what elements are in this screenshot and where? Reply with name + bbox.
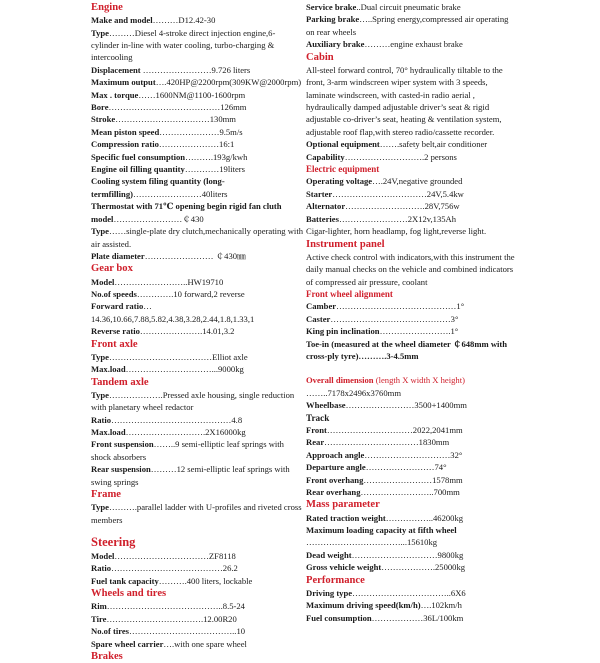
spec-row-type: [91, 225, 303, 250]
spec-row-fuel-consumption: [306, 612, 518, 624]
spec-value: ……………………………1830mm: [324, 437, 450, 448]
spec-row-auxiliary-brake: [306, 38, 518, 50]
spec-row-model: [91, 276, 303, 288]
spec-value: ….102km/h: [420, 600, 462, 611]
spec-row-forward-ratio: [91, 300, 303, 325]
paragraph: Cigar-lighter, horn headlamp, fog light,reverse light.: [306, 226, 487, 237]
spec-row-maximum-loading-capacity-at-fifth-wheel: [306, 524, 518, 549]
spec-label: Dead weight: [306, 549, 352, 560]
spec-label: King pin inclination: [306, 326, 380, 337]
spec-row-make-and-model: [91, 14, 303, 26]
section-heading-tandem-axle: Tandem axle: [91, 376, 149, 388]
spec-value: ……………….Pressed axle housing, single reduction with planetary wheel redactor: [91, 389, 295, 413]
spec-row-ratio: [91, 562, 303, 574]
spec-label: Compression ratio: [91, 139, 159, 150]
spec-value: ………………….14.01,3.2: [139, 326, 235, 337]
spec-label: Alternator: [306, 201, 346, 212]
spec-value: ………Diesel 4-stroke direct injection engine,6-cylinder in-line with water cooling, turbo-charging & intercooling: [91, 27, 276, 63]
spec-label: Type: [91, 226, 109, 237]
spec-column-right: [306, 1, 518, 624]
spec-row-reverse-ratio: [91, 325, 303, 337]
spec-label: Cooling system filing quantity (long-termfilling): [91, 176, 225, 199]
section-heading-wheels-and-tires: Wheels and tires: [91, 588, 167, 600]
spec-value: ………D12.42-30: [152, 15, 216, 26]
spec-row-type: [91, 389, 303, 414]
spec-row-type: [91, 27, 303, 64]
spec-row-thermostat-with-71-opening-begin-rigid-f: [91, 200, 303, 225]
spec-label: Specific fuel consumption: [91, 151, 186, 162]
spec-value: ……..9 semi-elliptic leaf springs with shock absorbers: [91, 439, 284, 462]
spec-row-toe-in-measured-at-the-wheel-diameter-64: [306, 338, 518, 363]
spec-label: Front suspension: [91, 439, 154, 450]
spec-label: Max.load: [91, 427, 126, 437]
spec-row-spare-wheel-carrier: [91, 638, 303, 650]
spec-label: Fuel tank capacity: [91, 575, 159, 586]
spec-row-batteries: [306, 213, 518, 225]
spec-label: Tire: [91, 613, 107, 624]
spec-value: ……………………3500+1400mm: [345, 400, 467, 411]
spec-value: …………………………….12.00R20: [106, 613, 237, 624]
spec-row-cooling-system-filing-quantity-long-term: [91, 175, 303, 200]
spec-label: Caster: [306, 313, 331, 324]
section-heading-mass-parameter: Mass parameter: [306, 499, 380, 511]
spec-label: Driving type: [306, 587, 353, 598]
spec-value: ……………………………………3°: [330, 313, 459, 324]
spec-row-rear-overhang: [306, 486, 518, 498]
section-heading-performance: Performance: [306, 574, 365, 586]
spec-value: ….420HP@2200rpm(309KW@2000rpm): [155, 77, 302, 88]
spec-label: Fuel consumption: [306, 612, 372, 623]
spec-label: Rim: [91, 601, 107, 612]
section-heading-cabin: Cabin: [306, 51, 334, 63]
spec-value: …….safety belt,air conditioner: [379, 139, 488, 150]
spec-row-maximum-output: [91, 76, 303, 88]
spec-row-compression-ratio: [91, 138, 303, 150]
spec-value: ……….parallel ladder with U-profiles and riveted cross members: [91, 502, 302, 525]
spec-value: ……………………74°: [365, 462, 447, 473]
spec-row-maximum-driving-speed-km-h: [306, 599, 518, 611]
spec-row-ratio: [91, 414, 303, 426]
spec-label: No.of speeds: [91, 288, 137, 299]
section-heading-front-axle: Front axle: [91, 338, 138, 350]
spec-row-parking-brake: [306, 13, 518, 38]
spec-row-overall-dimension: [306, 374, 518, 399]
spec-label: Departure angle: [306, 462, 366, 473]
spec-value: ……………………………ZF8118: [114, 551, 236, 562]
spec-label: Mean piston speed: [91, 126, 160, 137]
spec-row-service-brake: [306, 1, 518, 13]
section-heading-instrument-panel: Instrument panel: [306, 238, 385, 250]
spec-row-mean-piston-speed: [91, 126, 303, 138]
subheading-track: Track: [306, 412, 330, 423]
spec-value: …………………………2022,2041mm: [326, 425, 463, 435]
spec-value: …………………9.5m/s: [159, 126, 243, 137]
spec-row-king-pin-inclination: [306, 325, 518, 337]
spec-value: ……………………….2 persons: [344, 151, 457, 162]
spec-value: ………engine exhaust brake: [364, 39, 463, 50]
spec-value: …………………………9800kg: [351, 549, 464, 560]
spec-row-rated-traction-weight: [306, 512, 518, 524]
spec-row-plate-diameter: [91, 250, 303, 262]
spec-label: Bore: [91, 102, 109, 113]
spec-value: ……………………………………1°: [336, 301, 465, 312]
spec-label: Model: [91, 551, 115, 562]
spec-value: ……………………………………4.8: [111, 414, 243, 425]
spec-label: Rated traction weight: [306, 512, 386, 523]
spec-row-starter: [306, 188, 518, 200]
spec-row-fuel-tank-capacity: [91, 575, 303, 587]
spec-row-engine-oil-filling-quantity: [91, 163, 303, 175]
spec-row-specific-fuel-consumption: [91, 151, 303, 163]
spec-row-front-overhang: [306, 474, 518, 486]
spec-value: ……………………….28V,756w: [345, 201, 460, 212]
spec-value: ……………………….2X16000kg: [125, 427, 246, 437]
section-heading-engine: Engine: [91, 2, 123, 13]
spec-label: No.of tires: [91, 626, 130, 637]
spec-value: ….with one spare wheel: [163, 638, 247, 649]
spec-row-model: [91, 550, 303, 562]
paragraph: All-steel forward control, 70° hydraulically tiltable to the front, 3-arm windscreen wiper system with 3 speeds, laminate windscreen, with casted-in radio aerial , hydraulically damped adjustable driver’s seat & rigid adjustable co-driver’s seat, heating & ventilation system, adjustable roof flap,with stereo radio/cassette recorder.: [306, 64, 503, 137]
spec-label: Spare wheel carrier: [91, 638, 164, 649]
spec-row-rim: [91, 600, 303, 612]
spec-label: Max.load: [91, 364, 126, 375]
spec-label: Operating voltage: [306, 176, 373, 187]
spec-label: Maximum driving speed(km/h): [306, 600, 421, 611]
spec-row-max-load: [91, 426, 303, 438]
spec-value: ……….400 liters, lockable: [158, 575, 253, 586]
paragraph: Active check control with indicators,with this instrument the daily manual checks on the vehicle and combined indicators of compressed air pressure, coolant: [306, 251, 515, 287]
spec-label: Engine oil filling quantity: [91, 164, 185, 175]
spec-value: ………12 semi-elliptic leaf springs with swing springs: [91, 464, 290, 487]
spec-row-gross-vehicle-weight: [306, 561, 518, 573]
spec-row-alternator: [306, 200, 518, 212]
spec-row-wheelbase: [306, 399, 518, 411]
spec-value: ….24V,negative grounded: [372, 176, 463, 187]
spec-value: …………………16:1: [158, 139, 235, 150]
spec-label: Front: [306, 425, 327, 435]
spec-row-approach-angle: [306, 449, 518, 461]
section-heading-steering: Steering: [91, 535, 136, 550]
spec-label: Maximum loading capacity at fifth wheel: [306, 525, 457, 536]
spec-value: ……………………………...15610kg: [306, 537, 438, 548]
spec-value: ……………………1578mm: [363, 474, 463, 485]
spec-value: …14.36,10.66,7.88,5.82,4.38,3.28,2.44,1.8,1.33,1: [91, 301, 255, 324]
spec-value: ……………………………..6X6: [352, 587, 466, 598]
spec-row-max-torque: [91, 89, 303, 101]
spec-value: …………………….1°: [379, 326, 459, 337]
spec-row-stroke: [91, 113, 303, 125]
spec-value: ……………..46200kg: [385, 512, 464, 523]
spec-label: Ratio: [91, 414, 112, 425]
spec-row-bore: [91, 101, 303, 113]
spec-row-type: [91, 501, 303, 526]
spec-value: ……………………￠430: [113, 213, 204, 224]
spec-value: ……………….25000kg: [381, 562, 466, 573]
spec-row-type: [91, 351, 303, 363]
spec-row-dead-weight: [306, 549, 518, 561]
spec-value: ……………………40liters: [133, 188, 228, 199]
spec-value: ………………………………..10: [129, 626, 246, 637]
spec-row-rear: [306, 436, 518, 448]
spec-value: ……….193g/kwh: [185, 151, 248, 162]
spec-row-caster: [306, 313, 518, 325]
spec-label: Rear overhang: [306, 487, 361, 498]
spec-value: ……………………..HW19710: [114, 276, 224, 287]
spec-label: Toe-in (measured at the wheel diameter ￠648mm with cross-ply tyre)……….3-4.5mm: [306, 338, 508, 361]
spec-value: ……………………9.726 liters: [140, 64, 251, 75]
spec-row-driving-type: [306, 587, 518, 599]
spec-label: Make and model: [91, 15, 153, 26]
spec-value: ……single-plate dry clutch,mechanically operating with air assisted.: [91, 226, 303, 249]
spec-label: Model: [91, 276, 115, 287]
spec-value: ………….10 forward,2 reverse: [136, 288, 245, 299]
spec-row-capability: [306, 151, 518, 163]
section-heading-electric-equipment: Electric equipment: [306, 164, 380, 175]
spec-label: Rear suspension: [91, 464, 151, 475]
spec-label: Starter: [306, 188, 333, 199]
spec-value: ……………………..700mm: [360, 487, 460, 498]
spec-label: Front overhang: [306, 474, 364, 485]
spec-label: Wheelbase: [306, 400, 346, 411]
spec-label: Optional equipment: [306, 139, 380, 150]
spec-label: Thermostat with 71℃ opening begin rigid fan cluth model: [91, 201, 282, 224]
spec-value: …………………………...9000kg: [125, 364, 244, 375]
spec-label-extra: (length X width X height): [373, 375, 465, 386]
spec-value: …………19liters: [184, 164, 245, 175]
spec-value: …..Spring energy,compressed air operating on rear wheels: [306, 14, 509, 37]
section-heading-frame: Frame: [91, 489, 121, 501]
spec-row-optional-equipment: [306, 138, 518, 150]
spec-value: ………………36L/100km: [371, 612, 464, 623]
spec-value: …………………………………26.2: [111, 563, 238, 574]
spec-label: Type: [91, 351, 109, 362]
spec-row-departure-angle: [306, 461, 518, 473]
spec-value: …………………………32°: [364, 449, 463, 460]
spec-row-no-of-tires: [91, 625, 303, 637]
spec-value: …………………………………126mm: [108, 102, 247, 113]
spec-row-front: [306, 424, 518, 436]
spec-row-no-of-speeds: [91, 288, 303, 300]
spec-value: ……………………………130mm: [115, 114, 236, 125]
spec-label: Ratio: [91, 563, 112, 574]
section-heading-gear-box: Gear box: [91, 263, 133, 275]
spec-value: ………………………………Elliot axle: [108, 351, 248, 362]
spec-label: Capability: [306, 151, 345, 162]
spec-row-operating-voltage: [306, 175, 518, 187]
spec-value: ……1600NM@1100-1600rpm: [138, 89, 246, 100]
spec-label: Approach angle: [306, 449, 365, 460]
spec-label: Type: [91, 502, 109, 513]
spec-value: …………………… ￠430㎜: [144, 250, 246, 261]
section-heading-front-wheel-alignment: Front wheel alignment: [306, 288, 393, 299]
spec-row-tire: [91, 613, 303, 625]
section-heading-brakes: Brakes: [91, 651, 123, 663]
spec-label: Displacement: [91, 64, 141, 75]
spec-row-front-suspension: [91, 438, 303, 463]
spec-label: Maximum output: [91, 77, 156, 88]
spec-column-left: [91, 1, 303, 663]
spec-label: Camber: [306, 301, 337, 312]
spec-label: Gross vehicle weight: [306, 562, 382, 573]
spec-label: Stroke: [91, 114, 116, 125]
spec-label: Type: [91, 389, 109, 400]
spec-row-max-load: [91, 363, 303, 375]
spec-label: Forward ratio: [91, 301, 144, 312]
spec-value: ……………………………24V,5.4kw: [332, 188, 464, 199]
spec-row-camber: [306, 300, 518, 312]
spec-value: ……………………2X12v,135Ah: [338, 213, 457, 224]
spec-value: ……..7178x2496x3760mm: [306, 387, 402, 398]
spec-label: Max . torque: [91, 89, 139, 100]
spec-row-displacement: [91, 64, 303, 76]
spec-label: Batteries: [306, 213, 339, 224]
spec-label: Reverse ratio: [91, 326, 140, 337]
spec-label: Overall dimension: [306, 375, 374, 386]
spec-label: Rear: [306, 437, 325, 448]
spec-row-rear-suspension: [91, 463, 303, 488]
spec-value: ..Dual circuit pneumatic brake: [356, 2, 461, 12]
spec-label: Service brake: [306, 2, 357, 12]
spec-label: Parking brake: [306, 14, 360, 25]
spec-label: Type: [91, 27, 109, 38]
spec-value: …………………………………..8.5-24: [106, 601, 245, 612]
spec-label: Auxiliary brake: [306, 39, 365, 50]
spec-label: Plate diameter: [91, 250, 145, 261]
